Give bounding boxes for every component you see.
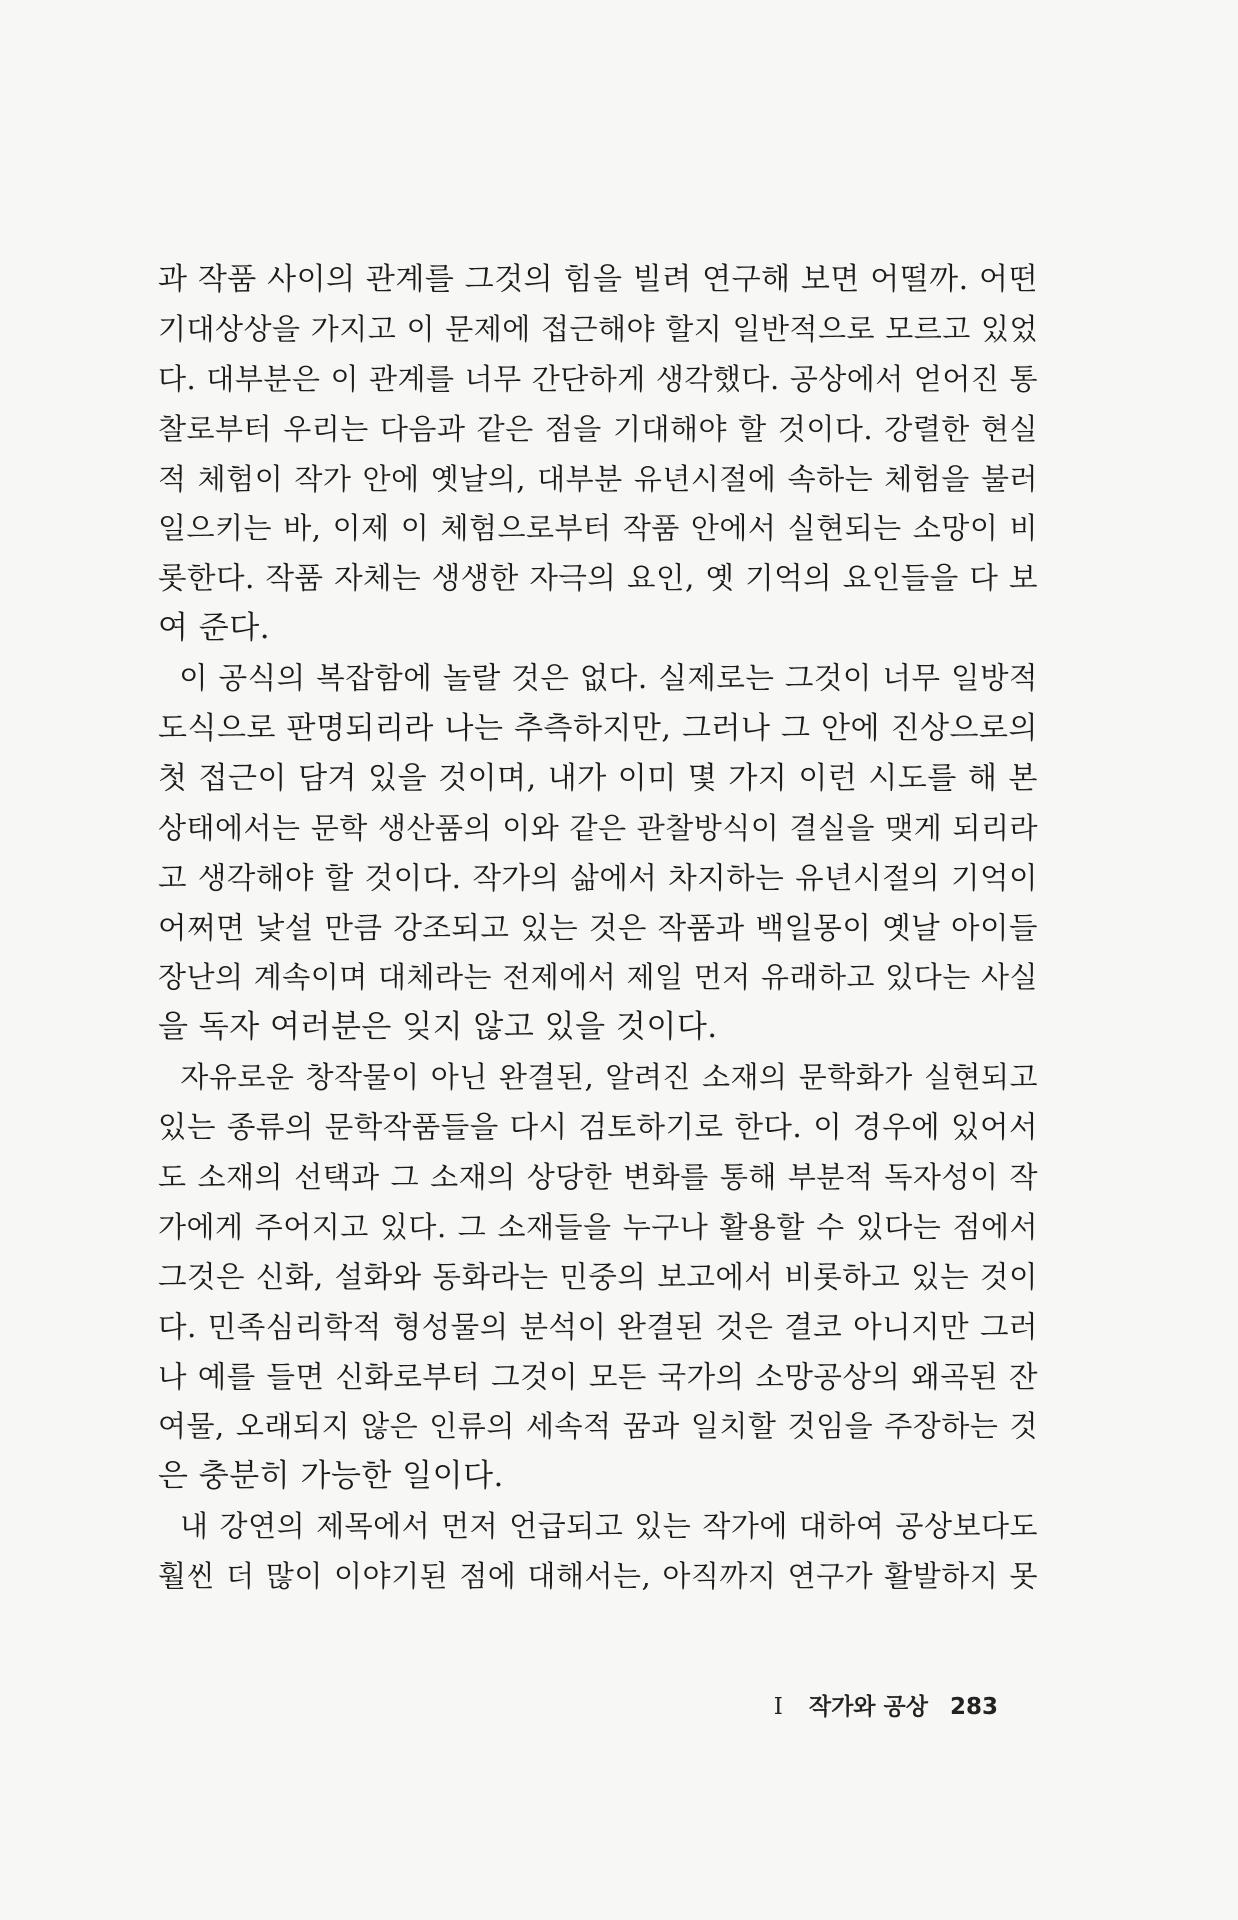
text-line: 찰로부터 우리는 다음과 같은 점을 기대해야 할 것이다. 강렬한 현실 — [158, 411, 1038, 446]
text-line: 롯한다. 작품 자체는 생생한 자극의 요인, 옛 기억의 요인들을 다 보 — [158, 561, 1038, 596]
text-line: 훨씬 더 많이 이야기된 점에 대해서는, 아직까지 연구가 활발하지 못 — [158, 1559, 1038, 1594]
running-footer — [774, 1688, 998, 1721]
text-line: 있는 종류의 문학작품들을 다시 검토하기로 한다. 이 경우에 있어서 — [158, 1110, 1038, 1145]
text-line: 내 강연의 제목에서 먼저 언급되고 있는 작가에 대하여 공상보다도 — [158, 1509, 1038, 1544]
text-line: 도 소재의 선택과 그 소재의 상당한 변화를 통해 부분적 독자성이 작 — [158, 1160, 1038, 1195]
text-line: 기대상상을 가지고 이 문제에 접근해야 할지 일반적으로 모르고 있었 — [158, 311, 1038, 346]
text-line: 나 예를 들면 신화로부터 그것이 모든 국가의 소망공상의 왜곡된 잔 — [158, 1359, 1038, 1394]
footer-chapter-title: 작가와 공상 — [808, 1694, 928, 1720]
footer-section-numeral: I — [773, 1694, 783, 1720]
body-text — [158, 255, 1038, 1602]
text-line: 도식으로 판명되리라 나는 추측하지만, 그러나 그 안에 진상으로의 — [158, 711, 1038, 747]
text-line: 상태에서는 문학 생산품의 이와 같은 관찰방식이 결실을 맺게 되리라 — [158, 810, 1038, 845]
text-line: 장난의 계속이며 대체라는 전제에서 제일 먼저 유래하고 있다는 사실 — [158, 960, 1038, 995]
text-line: 가에게 주어지고 있다. 그 소재들을 누구나 활용할 수 있다는 점에서 — [158, 1209, 1038, 1244]
text-line: 이 공식의 복잡함에 놀랄 것은 없다. 실제로는 그것이 너무 일방적 — [158, 661, 1038, 696]
text-line: 일으키는 바, 이제 이 체험으로부터 작품 안에서 실현되는 소망이 비 — [158, 511, 1038, 546]
text-line: 다. 대부분은 이 관계를 너무 간단하게 생각했다. 공상에서 얻어진 통 — [158, 361, 1038, 396]
text-line: 그것은 신화, 설화와 동화라는 민중의 보고에서 비롯하고 있는 것이 — [158, 1259, 1038, 1294]
text-line: 고 생각해야 할 것이다. 작가의 삶에서 차지하는 유년시절의 기억이 — [158, 860, 1038, 895]
text-line: 여 준다. — [158, 610, 271, 647]
text-line: 을 독자 여러분은 잊지 않고 있을 것이다. — [158, 1009, 718, 1046]
text-line: 자유로운 창작물이 아닌 완결된, 알려진 소재의 문학화가 실현되고 — [158, 1060, 1038, 1095]
text-line: 적 체험이 작가 안에 옛날의, 대부분 유년시절에 속하는 체험을 불러 — [158, 461, 1038, 496]
text-line: 첫 접근이 담겨 있을 것이며, 내가 이미 몇 가지 이런 시도를 해 본 — [158, 760, 1038, 796]
text-line: 여물, 오래되지 않은 인류의 세속적 꿈과 일치할 것임을 주장하는 것 — [158, 1409, 1038, 1444]
text-line: 다. 민족심리학적 형성물의 분석이 완결된 것은 결코 아니지만 그러 — [158, 1309, 1038, 1344]
text-line: 어쩌면 낯설 만큼 강조되고 있는 것은 작품과 백일몽이 옛날 아이들 — [158, 910, 1038, 945]
page-number: 283 — [949, 1694, 998, 1720]
text-line: 과 작품 사이의 관계를 그것의 힘을 빌려 연구해 보면 어떨까. 어떤 — [158, 262, 1038, 297]
text-line: 은 충분히 가능한 일이다. — [158, 1458, 504, 1495]
